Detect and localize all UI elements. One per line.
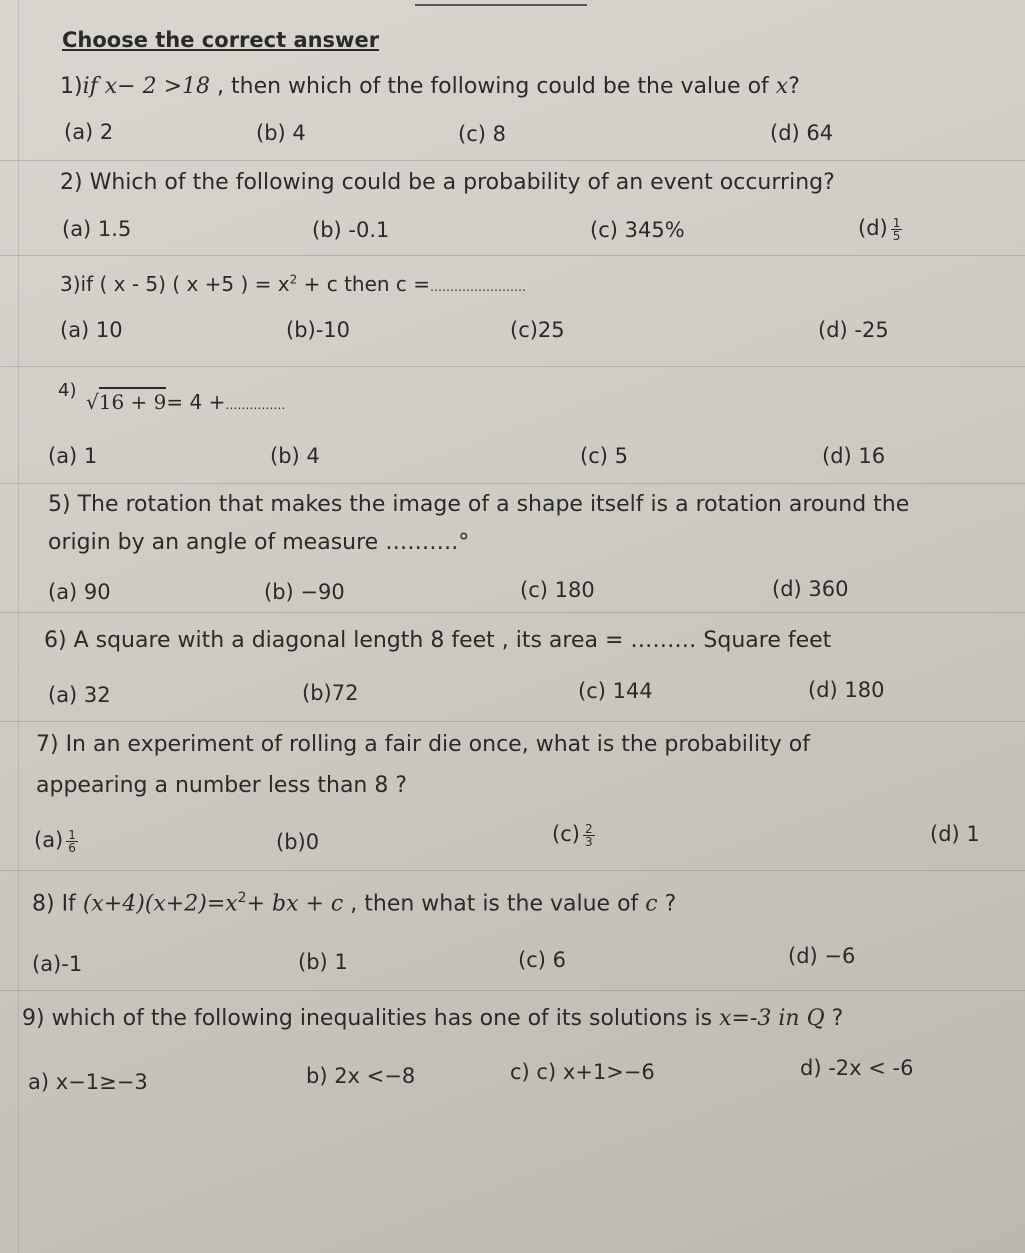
ruled-line [0,366,1025,367]
q8-option-d[interactable]: (d) −6 [788,944,856,968]
header-rule [415,4,587,6]
q2-option-d[interactable] [858,216,902,242]
ruled-line [0,612,1025,613]
q2-option-b[interactable]: (b) -0.1 [312,218,390,242]
question-5-line-2: origin by an angle of measure ……….° [48,530,470,555]
q3-exponent: 2 [289,272,298,287]
ruled-line [0,721,1025,722]
ruled-line [0,870,1025,871]
q7-option-d[interactable]: (d) 1 [930,822,980,846]
q7-option-a[interactable] [34,828,78,854]
q8-variable: c [645,891,658,917]
q7-option-c[interactable] [552,822,595,848]
q5-option-b[interactable]: (b) −90 [264,580,345,604]
q5-option-d[interactable]: (d) 360 [772,577,849,601]
q7-option-b[interactable]: (b)0 [276,830,320,854]
q4-radicand: 16 + 9 [99,387,167,414]
fraction-denominator: 3 [584,834,593,849]
question-5-line-1: 5) The rotation that makes the image of a shape itself is a rotation around the [48,492,910,517]
q2-option-a[interactable]: (a) 1.5 [62,217,132,241]
q6-option-b[interactable]: (b)72 [302,681,359,705]
q3-text: 3)if ( x - 5) ( x +5 ) = x [60,272,290,296]
q2-option-d-label: (d) [858,216,888,240]
question-7-line-2: appearing a number less than 8 ? [36,773,408,798]
question-2: 2) Which of the following could be a probability of an event occurring? [60,170,835,195]
q1-text: , then which of the following could be the value of [210,74,776,99]
question-3 [60,272,526,296]
q3-option-d[interactable]: (d) -25 [818,318,889,342]
q3-option-c[interactable]: (c)25 [510,318,565,342]
q5-option-c[interactable]: (c) 180 [520,578,595,602]
margin-line [18,0,19,1253]
question-8 [32,890,676,916]
q8-text: 8) If [32,891,83,917]
q1-if: if [82,74,105,99]
question-1 [60,74,800,99]
q9-option-d[interactable]: d) -2x < -6 [800,1056,914,1080]
q1-option-c[interactable]: (c) 8 [458,122,506,146]
q9-expression: x=-3 in Q [719,1006,825,1031]
question-4 [86,390,285,414]
q8-option-b[interactable]: (b) 1 [298,950,348,974]
q1-option-d[interactable]: (d) 64 [770,121,834,145]
q1-variable: x [775,74,789,99]
q4-blank: …………… [225,398,286,412]
q1-option-a[interactable]: (a) 2 [64,120,114,144]
q3-blank: …………………… [430,280,527,294]
fraction-numerator: 1 [68,827,76,842]
q6-option-d[interactable]: (d) 180 [808,678,885,702]
q8-exponent: 2 [237,890,247,906]
q6-option-a[interactable]: (a) 32 [48,683,111,707]
question-6: 6) A square with a diagonal length 8 feet , its area = ……… Square feet [44,628,832,653]
ruled-line [0,160,1025,161]
worksheet-heading: Choose the correct answer [62,28,380,52]
fraction-numerator: 2 [584,821,593,836]
question-7-line-1: 7) In an experiment of rolling a fair die once, what is the probability of [36,732,810,757]
q6-option-c[interactable]: (c) 144 [578,679,653,703]
q2-option-c[interactable]: (c) 345% [590,218,685,242]
q1-expression: x− 2 >18 [104,74,211,99]
q1-number: 1) [60,74,83,99]
fraction-denominator: 6 [68,840,76,855]
fraction-denominator: 5 [892,228,901,243]
question-9 [22,1006,843,1031]
q4-number: 4) [58,380,77,401]
q1-option-b[interactable]: (b) 4 [256,121,306,145]
q4-option-a[interactable]: (a) 1 [48,444,98,468]
q3-option-b[interactable]: (b)-10 [286,318,351,342]
q9-option-a[interactable]: a) x−1≥−3 [28,1070,148,1094]
q7-option-a-label: (a) [34,828,64,852]
q4-option-c[interactable]: (c) 5 [580,444,628,468]
q8-text-b: , then what is the value of [343,891,646,917]
q7-option-a-fraction [66,829,78,854]
q4-option-b[interactable]: (b) 4 [270,444,320,468]
q8-expression-b: + bx + c [246,891,344,917]
fraction-numerator: 1 [892,215,901,230]
q7-option-c-label: (c) [552,822,580,846]
ruled-line [0,990,1025,991]
q9-text: 9) which of the following inequalities has one of its solutions is [22,1006,720,1031]
q9-end: ? [824,1006,844,1031]
q9-option-b[interactable]: b) 2x <−8 [306,1064,416,1088]
q8-option-a[interactable]: (a)-1 [32,952,83,976]
q7-option-c-fraction [583,823,595,848]
q8-option-c[interactable]: (c) 6 [518,948,566,972]
q8-end: ? [657,891,677,917]
ruled-line [0,483,1025,484]
q5-option-a[interactable]: (a) 90 [48,580,111,604]
ruled-line [0,255,1025,256]
radical-sign: √ [86,390,99,414]
q1-end: ? [788,74,800,99]
q9-option-c[interactable]: c) c) x+1>−6 [510,1060,655,1084]
q3-text-b: + c then c = [297,272,431,296]
q4-text: = 4 + [166,390,226,414]
q8-expression: (x+4)(x+2)=x [82,891,238,917]
q4-option-d[interactable]: (d) 16 [822,444,886,468]
q3-option-a[interactable]: (a) 10 [60,318,123,342]
q2-option-d-fraction [891,217,903,242]
